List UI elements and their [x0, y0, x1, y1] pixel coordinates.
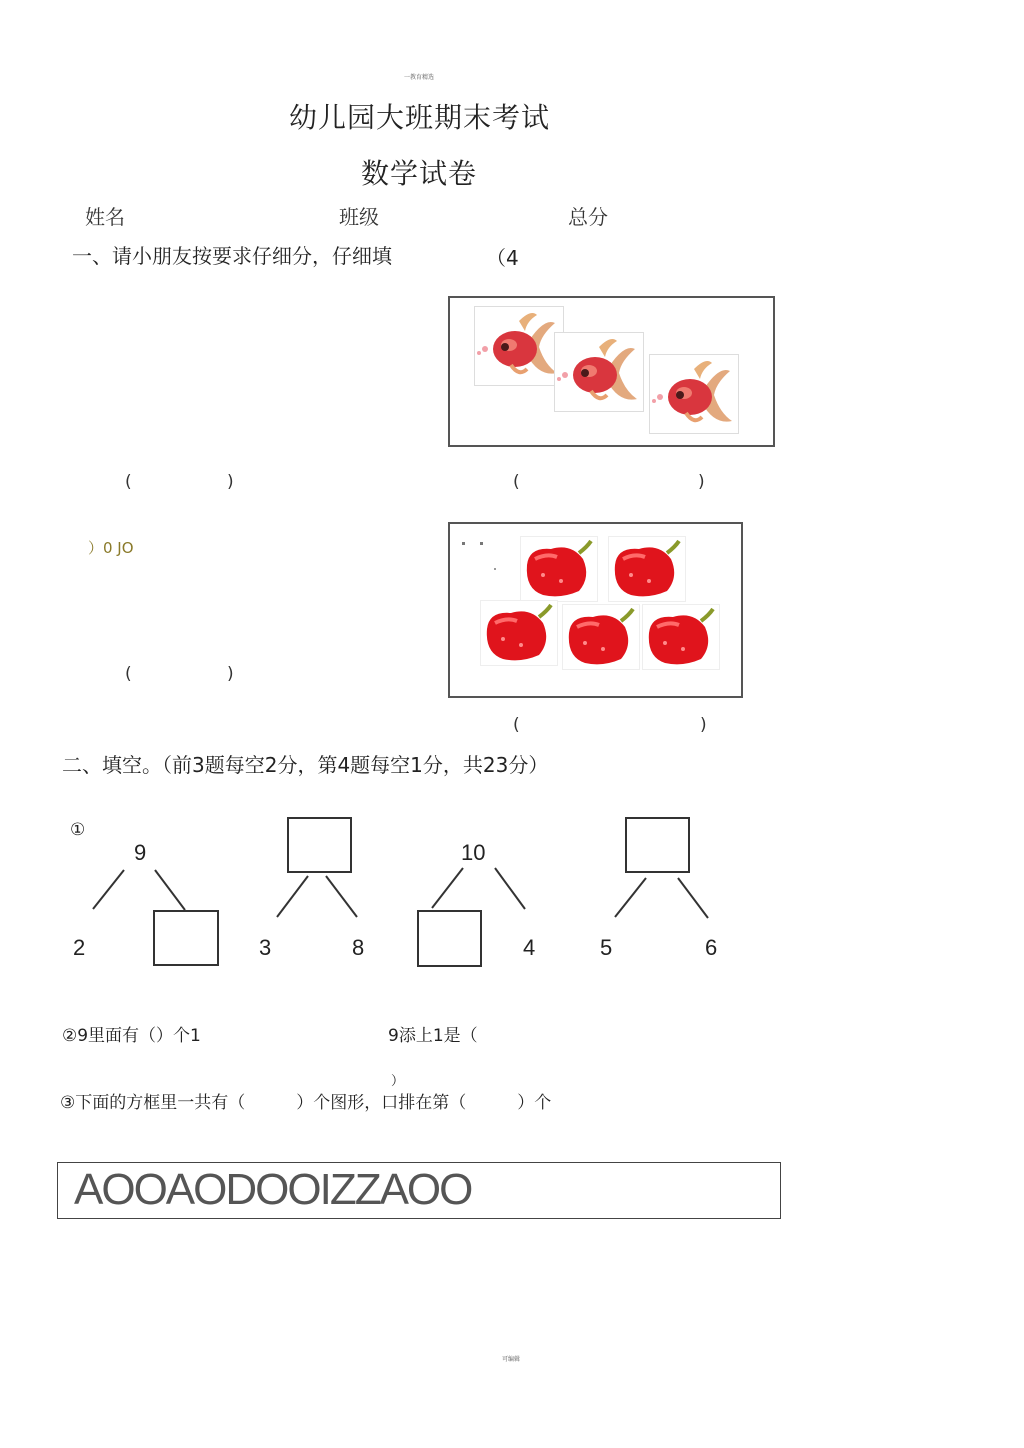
answer-box[interactable] [287, 817, 352, 873]
page-subtitle: 数学试卷 [361, 157, 478, 190]
red-pepper-icon [562, 604, 640, 670]
question3: ③下面的方框里一共有（ ）个图形，口排在第（ ）个 [60, 1093, 552, 1113]
goldfish-icon [649, 354, 739, 434]
answer-paren-close: ) [227, 472, 234, 492]
bond-right-number: 4 [523, 935, 536, 960]
bond-top-number: 9 [134, 840, 147, 865]
answer-box[interactable] [625, 817, 690, 873]
class-label: 班级 [339, 205, 379, 229]
score-label: 总分 [568, 205, 608, 229]
dot-mark [480, 542, 483, 545]
answer-box[interactable] [153, 910, 219, 966]
dot-mark [494, 568, 496, 570]
bond-line [492, 866, 532, 912]
bond-line [322, 874, 362, 920]
stray-text: ）0 JO [88, 539, 134, 557]
red-pepper-icon [608, 536, 686, 602]
fish-picture-frame [448, 296, 775, 447]
answer-paren-open: ( [513, 715, 520, 735]
answer-paren-open: ( [125, 472, 132, 492]
page-title: 幼儿园大班期末考试 [289, 101, 551, 134]
shape-sequence: AOOAODOOIZZAOO [74, 1165, 472, 1214]
bond-line [612, 876, 652, 920]
goldfish-icon [474, 306, 564, 386]
top-note: 一教育精选 [404, 74, 435, 81]
section2-heading: 二、填空。（前3题每空2分，第4题每空1分，共23分） [62, 753, 549, 777]
pepper-picture-frame [448, 522, 743, 698]
bond-right-number: 6 [705, 935, 718, 960]
answer-paren-open: ( [125, 664, 132, 684]
dot-mark [462, 542, 465, 545]
red-pepper-icon [642, 604, 720, 670]
answer-paren-close: ) [698, 472, 705, 492]
bond-line [675, 876, 715, 920]
bond-line [274, 874, 314, 920]
bond-left-number: 3 [259, 935, 272, 960]
bond-top-number: 10 [461, 840, 486, 865]
answer-paren-close: ) [227, 664, 234, 684]
question1-marker: ① [70, 820, 86, 840]
bond-line [152, 868, 192, 912]
red-pepper-icon [520, 536, 598, 602]
answer-box[interactable] [417, 910, 482, 967]
goldfish-icon [554, 332, 644, 412]
footer-note: 可编辑 [502, 1356, 521, 1363]
bond-right-number: 8 [352, 935, 365, 960]
bond-line [428, 866, 468, 912]
section1-points: （4 [486, 246, 519, 270]
bond-left-number: 2 [73, 935, 86, 960]
red-pepper-icon [480, 600, 558, 666]
question2-right: 9添上1是（ [388, 1026, 478, 1046]
question2-left: ②9里面有（）个1 [62, 1026, 201, 1046]
question2-close: ） [391, 1074, 405, 1089]
bond-line [90, 868, 130, 912]
section1-heading: 一、请小朋友按要求仔细分，仔细填 [72, 244, 392, 268]
answer-paren-close: ) [700, 715, 707, 735]
bond-left-number: 5 [600, 935, 613, 960]
name-label: 姓名 [85, 205, 125, 229]
shape-sequence-frame [57, 1162, 781, 1219]
answer-paren-open: ( [513, 472, 520, 492]
